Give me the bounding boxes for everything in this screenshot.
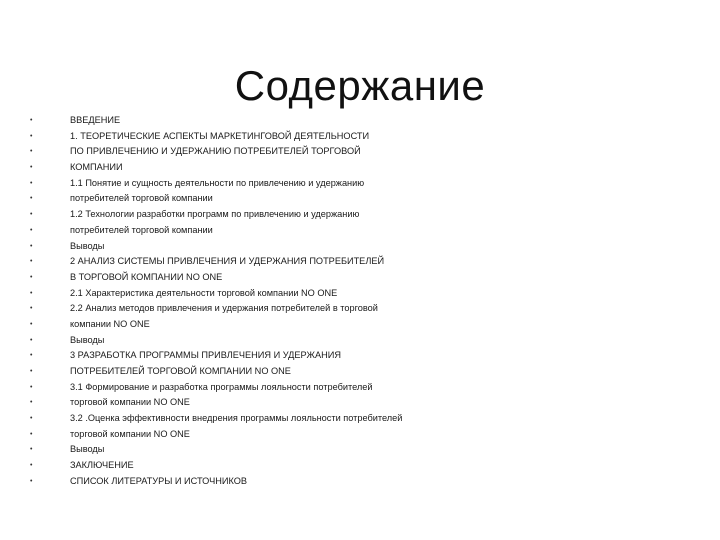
bullet-icon: • bbox=[30, 211, 33, 219]
list-item-text: ЗАКЛЮЧЕНИЕ bbox=[70, 460, 134, 471]
bullet-icon: • bbox=[30, 258, 33, 266]
list-item bbox=[30, 395, 690, 411]
bullet-icon: • bbox=[30, 273, 33, 281]
list-item bbox=[30, 239, 690, 255]
table-of-contents bbox=[30, 113, 690, 490]
list-item-text: потребителей торговой компании bbox=[70, 193, 213, 204]
list-item bbox=[30, 207, 690, 223]
list-item bbox=[30, 301, 690, 317]
list-item bbox=[30, 333, 690, 349]
list-item bbox=[30, 364, 690, 380]
list-item-text: 3 РАЗРАБОТКА ПРОГРАММЫ ПРИВЛЕЧЕНИЯ И УДЕРЖАНИЯ bbox=[70, 350, 342, 361]
list-item-text: Выводы bbox=[70, 334, 105, 345]
bullet-icon: • bbox=[30, 132, 33, 140]
list-item bbox=[30, 442, 690, 458]
bullet-icon: • bbox=[30, 368, 33, 375]
list-item bbox=[30, 286, 690, 302]
list-item-text: 1.1 Понятие и сущность деятельности по привлечению и удержанию bbox=[70, 177, 365, 188]
list-item-text: 2 АНАЛИЗ СИСТЕМЫ ПРИВЛЕЧЕНИЯ И УДЕРЖАНИЯ ПОТРЕБИТЕЛЕЙ bbox=[70, 256, 385, 267]
list-item-text: 2.2 Анализ методов привлечения и удержания потребителей в торговой bbox=[70, 303, 378, 314]
list-item bbox=[30, 223, 690, 239]
bullet-icon: • bbox=[30, 305, 33, 313]
list-item-text: В ТОРГОВОЙ КОМПАНИИ NO ONE bbox=[70, 271, 223, 282]
list-item-text: 3.1 Формирование и разработка программы лояльности потребителей bbox=[70, 381, 373, 392]
bullet-icon: • bbox=[30, 226, 33, 234]
bullet-icon: • bbox=[30, 336, 33, 344]
bullet-icon: • bbox=[30, 477, 33, 485]
list-item bbox=[30, 427, 690, 443]
list-item bbox=[30, 380, 690, 396]
list-item bbox=[30, 113, 690, 129]
list-item bbox=[30, 411, 690, 427]
list-item bbox=[30, 270, 690, 286]
list-item-text: торговой компании NO ONE bbox=[70, 397, 190, 408]
bullet-icon: • bbox=[30, 117, 33, 124]
list-item-text: ПО ПРИВЛЕЧЕНИЮ И УДЕРЖАНИЮ ПОТРЕБИТЕЛЕЙ ТОРГОВОЙ bbox=[70, 146, 361, 157]
bullet-icon: • bbox=[30, 195, 33, 203]
list-item bbox=[30, 458, 690, 474]
list-item-text: 3.2 .Оценка эффективности внедрения программы лояльности потребителей bbox=[70, 413, 403, 424]
bullet-icon: • bbox=[30, 383, 33, 391]
list-item-text: ПОТРЕБИТЕЛЕЙ ТОРГОВОЙ КОМПАНИИ NO ONE bbox=[70, 366, 291, 376]
list-item-text: КОМПАНИИ bbox=[70, 162, 123, 173]
bullet-icon: • bbox=[30, 164, 33, 172]
list-item bbox=[30, 144, 690, 160]
list-item-text: 1.2 Технологии разработки программ по привлечению и удержанию bbox=[70, 209, 360, 220]
bullet-icon: • bbox=[30, 352, 33, 360]
bullet-icon: • bbox=[30, 446, 33, 454]
list-item bbox=[30, 129, 690, 145]
page-title: Содержание bbox=[234, 62, 486, 110]
list-item-text: потребителей торговой компании bbox=[70, 224, 213, 235]
list-item-text: ВВЕДЕНИЕ bbox=[70, 115, 121, 125]
list-item bbox=[30, 317, 690, 333]
bullet-icon: • bbox=[30, 148, 33, 156]
list-item-text: СПИСОК ЛИТЕРАТУРЫ И ИСТОЧНИКОВ bbox=[70, 475, 247, 486]
list-item bbox=[30, 191, 690, 207]
list-item-text: 1. ТЕОРЕТИЧЕСКИЕ АСПЕКТЫ МАРКЕТИНГОВОЙ ДЕЯТЕЛЬНОСТИ bbox=[70, 130, 370, 141]
list-item bbox=[30, 176, 690, 192]
bullet-icon: • bbox=[30, 320, 33, 328]
list-item bbox=[30, 348, 690, 364]
bullet-icon: • bbox=[30, 242, 33, 250]
list-item-text: Выводы bbox=[70, 240, 105, 251]
list-item-text: 2.1 Характеристика деятельности торговой компании NO ONE bbox=[70, 287, 338, 298]
list-item bbox=[30, 474, 690, 490]
bullet-icon: • bbox=[30, 399, 33, 407]
bullet-icon: • bbox=[30, 289, 33, 297]
list-item-text: Выводы bbox=[70, 444, 105, 455]
list-item bbox=[30, 254, 690, 270]
list-item-text: торговой компании NO ONE bbox=[70, 428, 190, 439]
bullet-icon: • bbox=[30, 462, 33, 470]
bullet-icon: • bbox=[30, 415, 33, 423]
bullet-icon: • bbox=[30, 179, 33, 187]
bullet-icon: • bbox=[30, 430, 33, 438]
list-item bbox=[30, 160, 690, 176]
list-item-text: компании NO ONE bbox=[70, 318, 150, 329]
